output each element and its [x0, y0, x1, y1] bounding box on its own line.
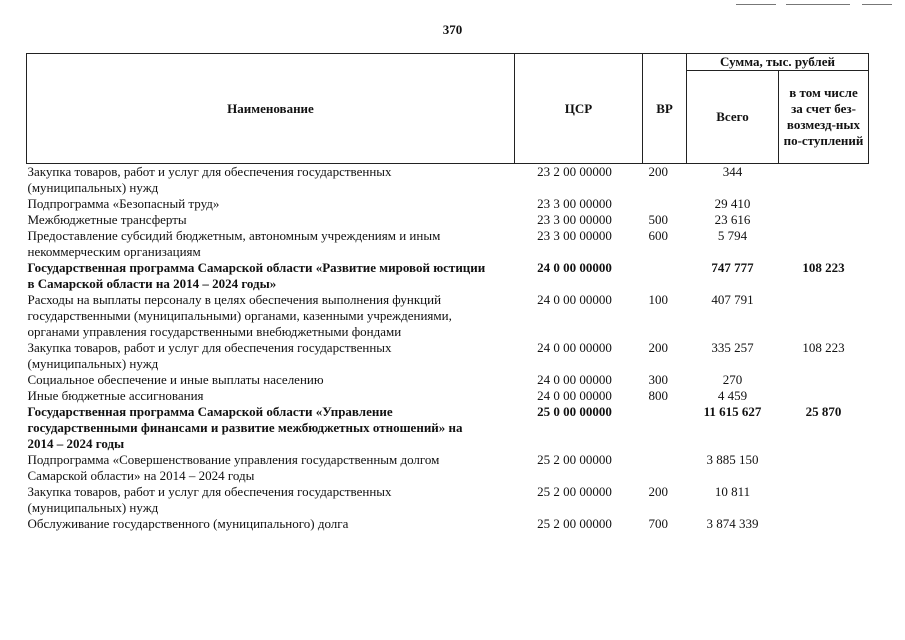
row-name: Закупка товаров, работ и услуг для обеспечения государственных (муниципальных) нужд	[27, 164, 392, 195]
row-vr: 300	[648, 372, 668, 387]
row-vr: 800	[648, 388, 668, 403]
header-csr: ЦСР	[515, 54, 643, 164]
row-csr: 25 0 00 00000	[537, 404, 612, 419]
row-vr	[643, 452, 687, 484]
row-csr: 24 0 00 00000	[537, 372, 612, 387]
row-total: 3 874 339	[706, 516, 759, 531]
table-row-program	[27, 260, 869, 292]
table-row-program	[27, 404, 869, 452]
row-name: Подпрограмма «Безопасный труд»	[27, 196, 220, 211]
row-csr: 25 2 00 00000	[537, 452, 612, 467]
row-csr: 24 0 00 00000	[537, 340, 612, 355]
table-header	[27, 54, 869, 164]
table-row	[27, 484, 869, 516]
row-csr: 23 3 00 00000	[537, 196, 612, 211]
header-sum: Сумма, тыс. рублей	[687, 54, 869, 71]
table-row	[27, 372, 869, 388]
table-row	[27, 196, 869, 212]
row-total: 5 794	[717, 228, 748, 243]
row-vr	[643, 404, 687, 452]
row-vr: 100	[648, 292, 668, 307]
row-incl	[779, 212, 869, 228]
row-incl	[779, 516, 869, 532]
header-incl: в том числе за счет без-возмезд-ных по-ступлений	[779, 71, 869, 164]
row-incl	[779, 452, 869, 484]
row-incl: 25 870	[805, 404, 842, 419]
row-total: 11 615 627	[703, 404, 762, 419]
table-row	[27, 212, 869, 228]
row-incl	[779, 196, 869, 212]
row-csr: 25 2 00 00000	[537, 484, 612, 499]
row-name: Социальное обеспечение и иные выплаты населению	[27, 372, 324, 387]
row-incl	[779, 228, 869, 260]
row-vr: 200	[648, 484, 668, 499]
row-csr: 24 0 00 00000	[537, 260, 612, 275]
row-csr: 23 3 00 00000	[537, 228, 612, 243]
row-vr: 700	[648, 516, 668, 531]
header-name: Наименование	[27, 54, 515, 164]
row-total: 747 777	[711, 260, 754, 275]
table-row	[27, 292, 869, 340]
row-vr: 200	[648, 340, 668, 355]
table-body	[27, 164, 869, 533]
row-total: 344	[722, 164, 743, 179]
table-row	[27, 164, 869, 197]
row-csr: 23 2 00 00000	[537, 164, 612, 179]
row-total: 10 811	[714, 484, 751, 499]
row-incl: 108 223	[802, 340, 845, 355]
row-name: Государственная программа Самарской области «Управление государственными финансами и развитие межбюджетных отношений» на 2014 – 2024 годы	[27, 404, 463, 451]
table-row	[27, 516, 869, 532]
row-incl	[779, 484, 869, 516]
row-csr: 23 3 00 00000	[537, 212, 612, 227]
row-name: Расходы на выплаты персоналу в целях обеспечения выполнения функций государственными (муниципальными) органами, казенными учреждениями, органами управления государственными внебюджетными фондами	[27, 292, 452, 339]
row-name: Межбюджетные трансферты	[27, 212, 187, 227]
header-total: Всего	[687, 71, 779, 164]
row-vr: 200	[648, 164, 668, 179]
row-name: Закупка товаров, работ и услуг для обеспечения государственных (муниципальных) нужд	[27, 340, 392, 371]
budget-table	[26, 53, 869, 532]
row-total: 29 410	[714, 196, 751, 211]
scan-artifact-line	[786, 4, 850, 5]
table-row	[27, 228, 869, 260]
table-row	[27, 388, 869, 404]
row-incl	[779, 164, 869, 197]
row-name: Государственная программа Самарской области «Развитие мировой юстиции в Самарской области на 2014 – 2024 годы»	[27, 260, 486, 291]
table-row	[27, 340, 869, 372]
row-total: 23 616	[714, 212, 751, 227]
row-name: Подпрограмма «Совершенствование управления государственным долгом Самарской области» на 2014 – 2024 годы	[27, 452, 440, 483]
row-incl	[779, 372, 869, 388]
row-csr: 24 0 00 00000	[537, 388, 612, 403]
row-name: Предоставление субсидий бюджетным, автономным учреждениям и иным некоммерческим организациям	[27, 228, 441, 259]
row-name: Иные бюджетные ассигнования	[27, 388, 204, 403]
row-total: 335 257	[711, 340, 754, 355]
scan-artifact-line	[862, 4, 892, 5]
row-name: Обслуживание государственного (муниципального) долга	[27, 516, 349, 531]
row-csr: 24 0 00 00000	[537, 292, 612, 307]
row-total: 4 459	[717, 388, 748, 403]
page-number: 370	[442, 22, 463, 37]
row-incl	[779, 292, 869, 340]
row-total: 3 885 150	[706, 452, 759, 467]
row-total: 270	[722, 372, 743, 387]
row-csr: 25 2 00 00000	[537, 516, 612, 531]
table-row	[27, 452, 869, 484]
row-vr: 500	[648, 212, 668, 227]
row-vr	[643, 260, 687, 292]
row-incl: 108 223	[802, 260, 845, 275]
row-vr	[643, 196, 687, 212]
row-total: 407 791	[711, 292, 754, 307]
header-vr: ВР	[643, 54, 687, 164]
row-incl	[779, 388, 869, 404]
scan-artifact-line	[736, 4, 776, 5]
row-vr: 600	[648, 228, 668, 243]
row-name: Закупка товаров, работ и услуг для обеспечения государственных (муниципальных) нужд	[27, 484, 392, 515]
